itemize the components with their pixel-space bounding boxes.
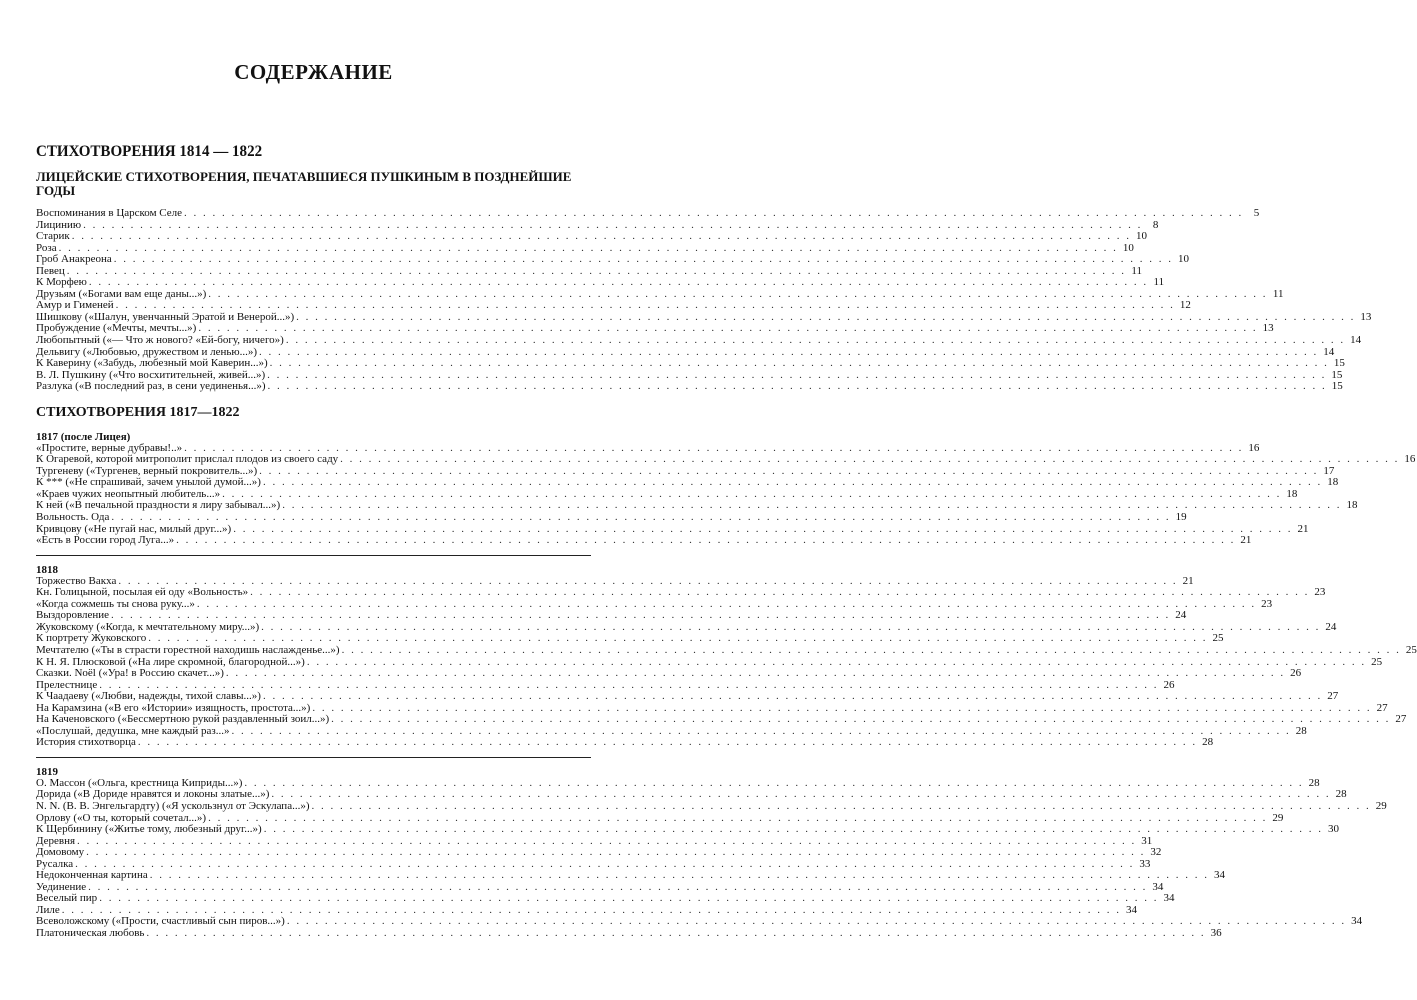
dot-leader — [176, 535, 1235, 547]
entry-page-number: 25 — [1405, 643, 1417, 656]
entry-page-number: 34 — [1152, 880, 1164, 893]
entry-title: К Н. Я. Плюсковой («На лире скромной, благородной...») — [36, 655, 305, 668]
entry-page-number: 21 — [1297, 522, 1309, 535]
entry-page-number: 14 — [1323, 345, 1335, 358]
entry-page-number: 32 — [1150, 846, 1162, 859]
entry-page-number: 13 — [1360, 310, 1372, 323]
entry-page-number: 34 — [1213, 869, 1225, 882]
entry-title: Любопытный («— Что ж нового? «Ей-богу, ничего») — [36, 334, 284, 347]
entry-title: Выздоровление — [36, 609, 110, 622]
entry-title: Уединение — [36, 880, 87, 893]
entry-title: Жуковскому («Когда, к мечтательному миру...») — [36, 620, 260, 633]
year-heading-1819: 1819 — [36, 765, 58, 778]
entry-page-number: 31 — [1141, 834, 1153, 847]
toc-entry — [36, 846, 1162, 859]
entry-title: Друзьям («Богами вам еще даны...») — [36, 287, 207, 300]
entry-page-number: 27 — [1327, 690, 1339, 703]
entry-page-number: 33 — [1139, 857, 1151, 870]
entry-title: К портрету Жуковского — [36, 632, 147, 645]
entry-title: Недоконченная картина — [36, 869, 148, 882]
toc-entry — [36, 736, 1214, 749]
entry-page-number: 16 — [1404, 453, 1416, 466]
entry-title: Сказки. Noël («Ура! в Россию скачет...») — [36, 667, 224, 680]
entry-page-number: 21 — [1240, 534, 1252, 547]
dot-leader — [146, 928, 1205, 940]
entry-page-number: 34 — [1351, 915, 1363, 928]
year-heading-1818: 1818 — [36, 563, 58, 576]
entry-title: Торжество Вакха — [36, 574, 117, 587]
entry-page-number: 26 — [1290, 667, 1302, 680]
entry-list-1819 — [36, 776, 1387, 940]
entry-page-number: 10 — [1136, 230, 1147, 243]
dot-leader — [86, 847, 1145, 859]
entry-title: Кривцову («Не пугай нас, милый друг...») — [36, 522, 232, 535]
entry-page-number: 5 — [1253, 207, 1260, 219]
entry-page-number: 34 — [1163, 892, 1175, 905]
section-title: СТИХОТВОРЕНИЯ 1814 — 1822 — [36, 143, 263, 160]
entry-page-number: 18 — [1327, 476, 1339, 489]
dot-leader — [342, 645, 1401, 657]
entry-title: Кн. Голицыной, посылая ей оду «Вольность» — [36, 586, 249, 599]
dot-leader — [184, 208, 1243, 220]
entry-page-number: 24 — [1175, 609, 1187, 622]
dot-leader — [268, 381, 1327, 393]
toc-entry — [36, 207, 1260, 220]
entry-title: Гроб Анакреона — [36, 253, 112, 266]
entry-title: О. Массон («Ольга, крестница Киприды...») — [36, 776, 243, 789]
entry-title: Шишкову («Шалун, увенчанный Эратой и Венерой...») — [36, 310, 295, 323]
toc-entry — [36, 667, 1302, 680]
entry-title: Прелестнице — [36, 678, 98, 691]
entry-title: Певец — [36, 264, 65, 277]
entry-title: К *** («Не спрашивай, зачем унылой думой...») — [36, 476, 261, 489]
entry-page-number: 23 — [1261, 597, 1273, 610]
dot-leader — [263, 691, 1322, 703]
entry-page-number: 34 — [1125, 903, 1137, 916]
entry-page-number: 16 — [1248, 441, 1260, 454]
entry-title: Тургеневу («Тургенев, верный покровитель...») — [36, 464, 258, 477]
entry-page-number: 10 — [1122, 241, 1134, 254]
toc-page — [36, 60, 1417, 940]
entry-title: Лиле — [36, 903, 60, 916]
entry-title: Вольность. Ода — [36, 511, 110, 524]
entry-page-number: 30 — [1327, 823, 1339, 836]
entry-title: К Огаревой, которой митрополит прислал плодов из своего саду — [36, 453, 339, 466]
entry-title: История стихотворца — [36, 736, 136, 749]
entry-title: В. Л. Пушкину («Что восхитительней, живей...») — [36, 368, 266, 381]
entry-list-1817 — [36, 441, 1416, 547]
entry-title: Всеволожскому («Прости, счастливый сын пиров...») — [36, 915, 285, 928]
entry-title: На Каченовского («Бессмертною рукой раздавленный зоил...») — [36, 713, 330, 726]
entry-page-number: 13 — [1262, 322, 1274, 335]
entry-title: К Морфею — [36, 276, 87, 289]
entry-page-number: 28 — [1308, 776, 1320, 789]
entry-page-number: 24 — [1325, 620, 1337, 633]
entry-page-number: 11 — [1153, 276, 1165, 289]
toc-entry — [36, 511, 1187, 524]
entry-title: Разлука («В последний раз, в сени уединенья...») — [36, 380, 266, 393]
entry-page-number: 25 — [1212, 632, 1224, 645]
entry-title: «Краев чужих неопытный любитель...» — [36, 487, 221, 500]
entry-title: Мечтателю («Ты в страсти горестной находишь наслажденье...») — [36, 643, 340, 656]
entry-title: Амур и Гименей — [36, 299, 114, 312]
entry-page-number: 19 — [1175, 511, 1187, 524]
entry-title: Деревня — [36, 834, 76, 847]
entry-page-number: 21 — [1182, 574, 1194, 587]
entry-list-1818 — [36, 574, 1417, 749]
entry-page-number: 15 — [1331, 368, 1343, 381]
entry-page-number: 27 — [1395, 713, 1407, 726]
entry-page-number: 17 — [1323, 464, 1335, 477]
entry-page-number: 29 — [1375, 799, 1387, 812]
entry-title: «Простите, верные дубравы!..» — [36, 441, 183, 454]
dot-leader — [312, 801, 1371, 813]
dot-leader — [264, 824, 1323, 836]
entry-page-number: 15 — [1331, 380, 1343, 393]
entry-page-number: 28 — [1335, 788, 1347, 801]
entry-page-number: 18 — [1286, 487, 1298, 500]
entry-title: Русалка — [36, 857, 74, 870]
entry-page-number: 25 — [1371, 655, 1383, 668]
lyceum-entry-list — [36, 207, 1372, 393]
entry-title: Воспоминания в Царском Селе — [36, 207, 183, 219]
entry-title: Старик — [36, 230, 70, 243]
entry-page-number: 26 — [1163, 678, 1175, 691]
section-title-1817-1822: СТИХОТВОРЕНИЯ 1817—1822 — [36, 404, 240, 420]
toc-entry — [36, 643, 1417, 657]
entry-page-number: 36 — [1210, 926, 1222, 939]
entry-title: Лицинию — [36, 218, 82, 231]
entry-page-number: 28 — [1202, 736, 1214, 749]
entry-title: N. N. (В. В. Энгельгардту) («Я ускользнул от Эскулапа...») — [36, 799, 310, 812]
entry-title: Платоническая любовь — [36, 926, 145, 939]
entry-page-number: 29 — [1272, 811, 1284, 824]
entry-title: К Каверину («Забудь, любезный мой Каверин...») — [36, 357, 268, 370]
entry-page-number: 18 — [1346, 499, 1358, 512]
entry-title: Дельвигу («Любовью, дружеством и ленью...») — [36, 345, 258, 358]
entry-title: «Есть в России город Луга...» — [36, 534, 175, 547]
entry-page-number: 23 — [1314, 586, 1326, 599]
toc-entry — [36, 357, 1345, 370]
dot-leader — [226, 668, 1285, 680]
toc-entry — [36, 690, 1339, 703]
entry-title: Веселый пир — [36, 892, 98, 905]
entry-title: Роза — [36, 241, 57, 254]
toc-entry — [36, 380, 1343, 393]
toc-entry — [36, 799, 1387, 813]
divider — [36, 555, 591, 556]
entry-title: Домовому — [36, 846, 85, 859]
entry-page-number: 10 — [1177, 253, 1189, 266]
divider — [36, 757, 591, 758]
entry-page-number: 11 — [1272, 287, 1284, 300]
entry-title: «Когда сожмешь ты снова руку...» — [36, 597, 195, 610]
entry-page-number: 28 — [1295, 724, 1307, 737]
entry-title: Пробуждение («Мечты, мечты...») — [36, 322, 197, 335]
entry-title: К ней («В печальной праздности я лиру забывал...») — [36, 499, 281, 512]
entry-title: Дорида («В Дориде нравятся и локоны златые...») — [36, 788, 270, 801]
entry-page-number: 11 — [1131, 264, 1142, 277]
toc-entry — [36, 926, 1222, 940]
toc-entry — [36, 823, 1339, 836]
dot-leader — [286, 335, 1345, 347]
dot-leader — [270, 358, 1329, 370]
entry-page-number: 12 — [1179, 299, 1191, 312]
dot-leader — [138, 737, 1197, 749]
page-title: СОДЕРЖАНИЕ — [234, 60, 393, 84]
toc-entry — [36, 253, 1189, 266]
entry-title: Орлову («О ты, который сочетал...») — [36, 811, 207, 824]
entry-page-number: 15 — [1333, 357, 1345, 370]
toc-entry — [36, 334, 1362, 347]
toc-entry — [36, 230, 1147, 243]
lyceum-subsection-title: ЛИЦЕЙСКИЕ СТИХОТВОРЕНИЯ, ПЕЧАТАВШИЕСЯ ПУШКИНЫМ В ПОЗДНЕЙШИЕ ГОДЫ — [36, 169, 572, 198]
entry-page-number: 14 — [1350, 334, 1362, 347]
entry-title: На Карамзина («В его «Истории» изящность, простота...») — [36, 701, 311, 714]
dot-leader — [72, 231, 1131, 243]
entry-title: «Послушай, дедушка, мне каждый раз...» — [36, 724, 230, 737]
dot-leader — [114, 254, 1173, 266]
entry-title: К Чаадаеву («Любви, надежды, тихой славы...») — [36, 690, 261, 703]
year-heading-1817: 1817 (после Лицея) — [36, 430, 131, 443]
entry-title: К Щербинину («Житье тому, любезный друг...») — [36, 823, 262, 836]
toc-entry — [36, 534, 1252, 547]
dot-leader — [111, 512, 1170, 524]
entry-page-number: 27 — [1376, 701, 1388, 714]
entry-page-number: 8 — [1152, 218, 1159, 231]
